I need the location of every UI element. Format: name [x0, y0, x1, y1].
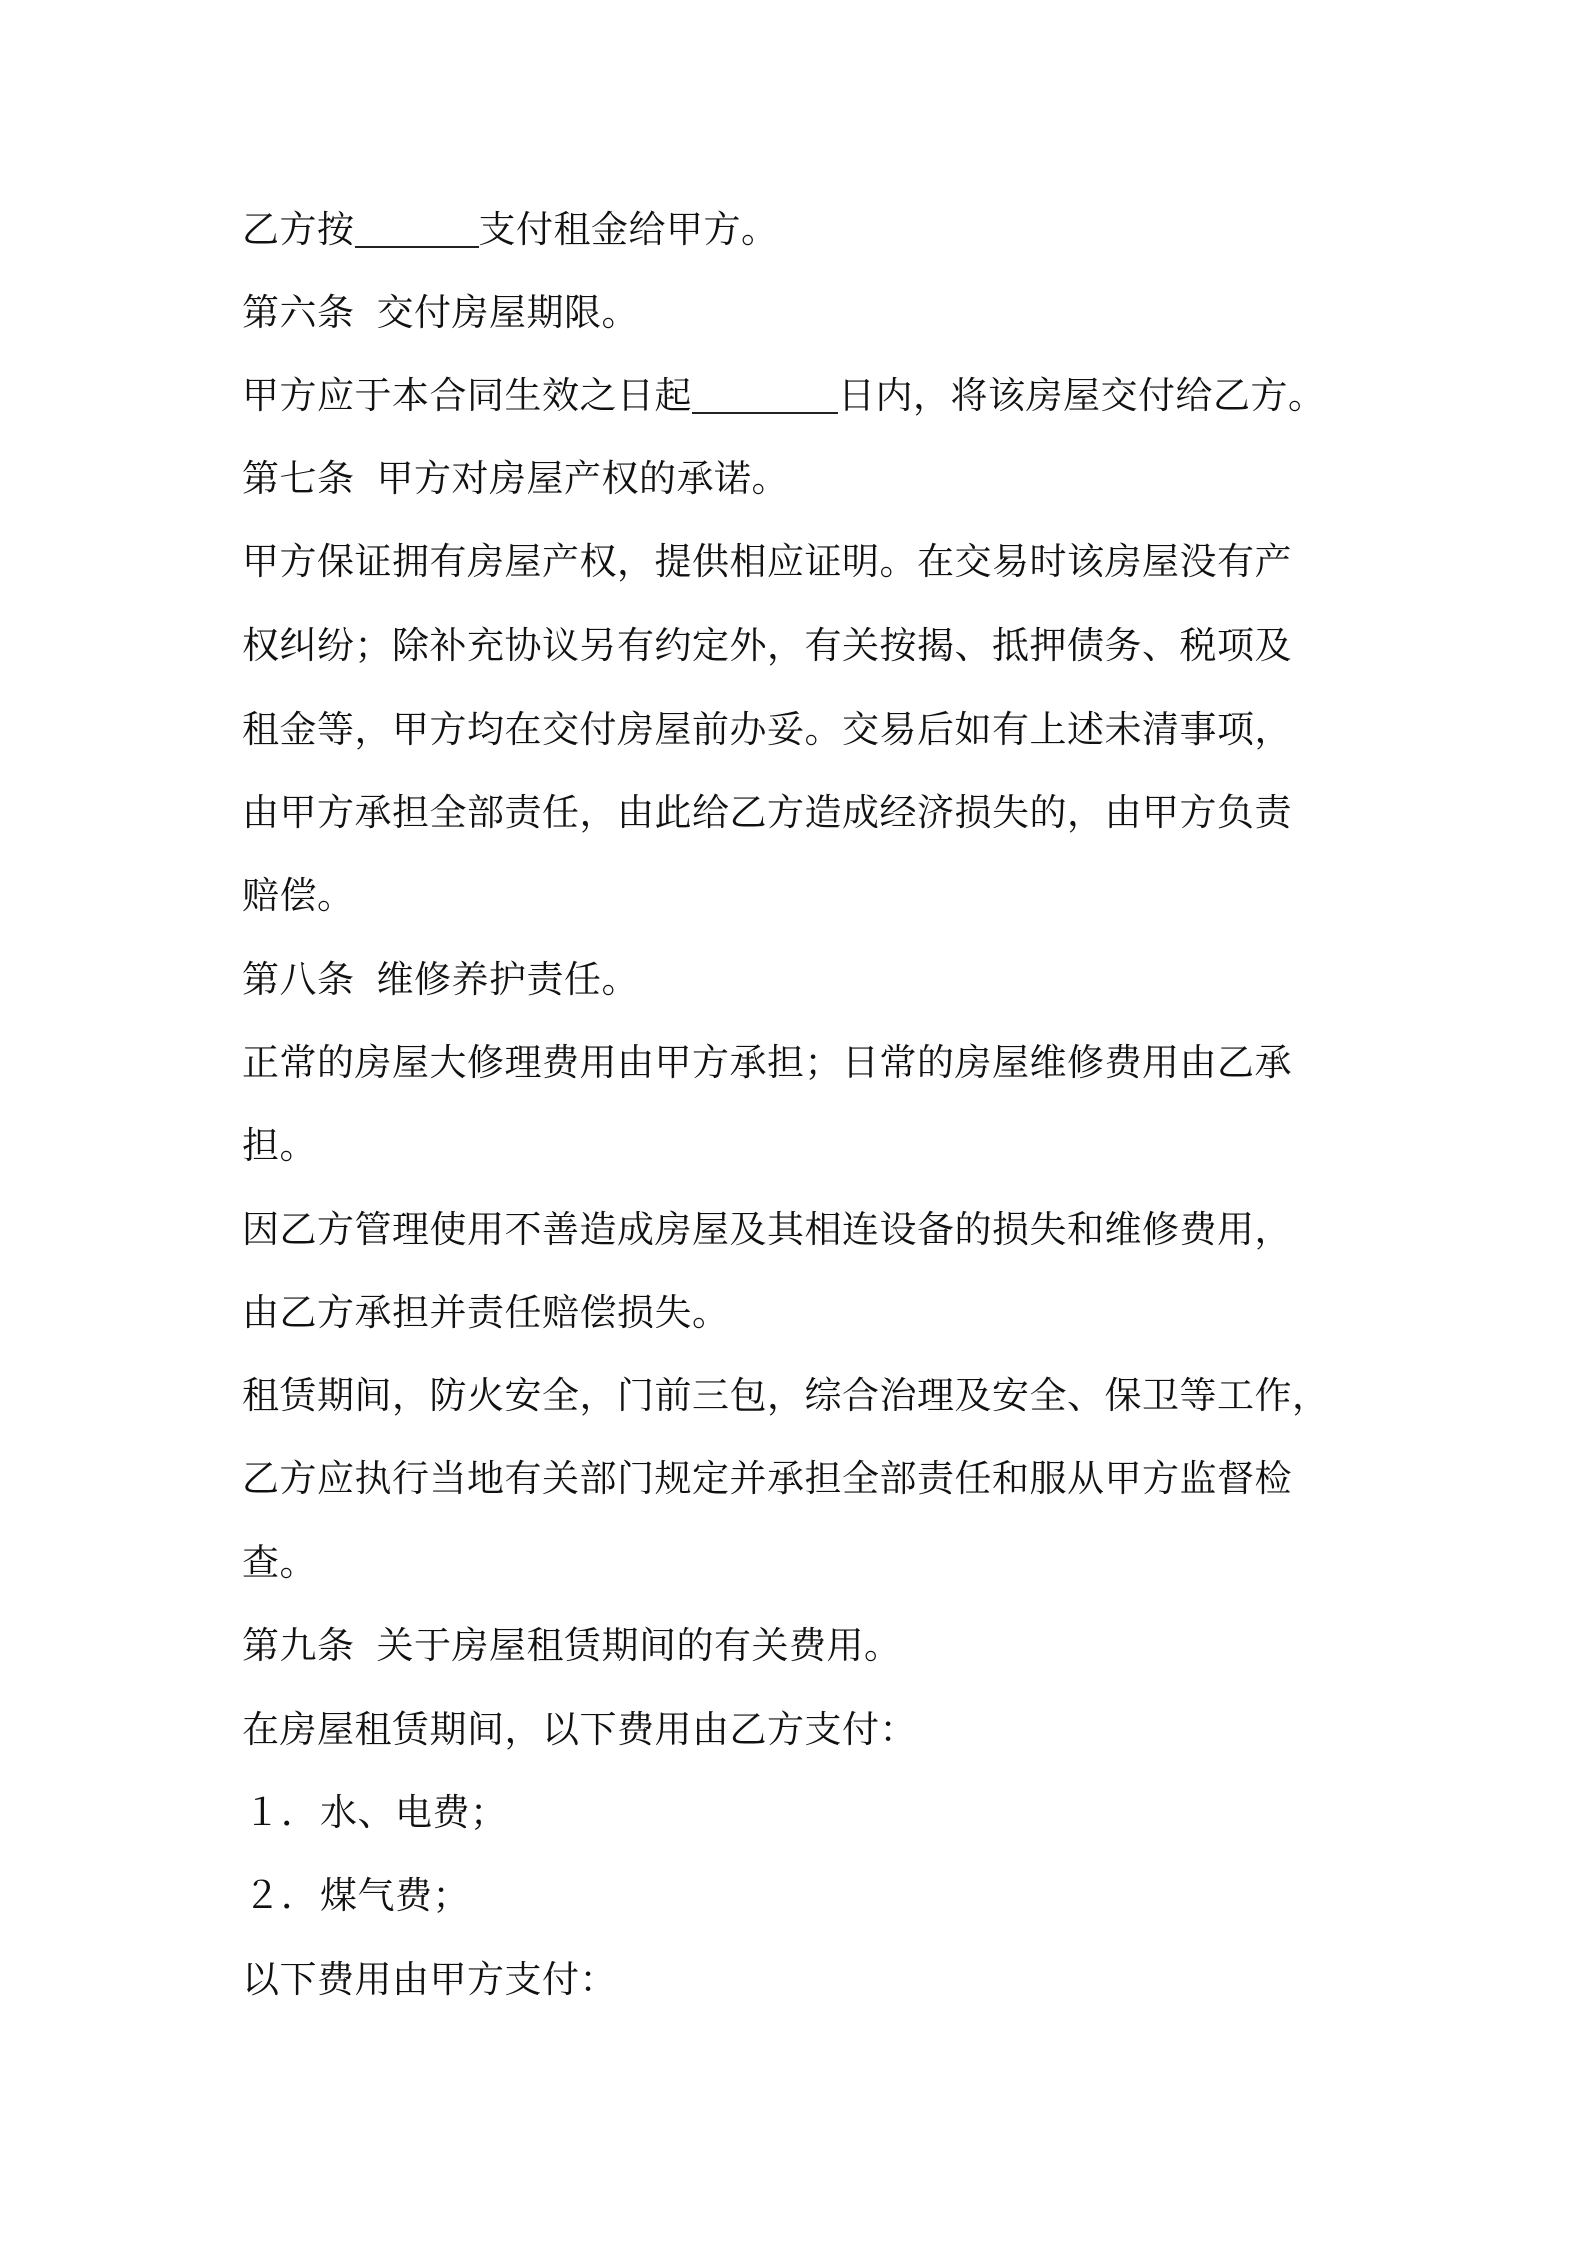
blank-field-payment-method[interactable] [355, 206, 479, 248]
list-number: １． [243, 1791, 319, 1834]
article-number: 第八条 [242, 958, 355, 1001]
paragraph-line: 由甲方承担全部责任，由此给乙方造成经济损失的，由甲方负责 [242, 791, 1292, 834]
article-title: 维修养护责任。 [376, 958, 639, 1001]
line-text: 甲方应于本合同生效之日起 [242, 374, 692, 417]
article-title: 关于房屋租赁期间的有关费用。 [376, 1624, 902, 1667]
article-title: 甲方对房屋产权的承诺。 [376, 457, 789, 500]
article-number: 第七条 [242, 457, 355, 500]
paragraph-line: 租金等，甲方均在交付房屋前办妥。交易后如有上述未清事项， [242, 708, 1292, 751]
text-line-rent-payment [242, 188, 1382, 272]
paragraph-line: 赔偿。 [242, 874, 355, 917]
article-heading-9 [242, 1604, 1382, 1688]
blank-field-days[interactable] [692, 372, 838, 414]
paragraph-line: 因乙方管理使用不善造成房屋及其相连设备的损失和维修费用， [242, 1208, 1292, 1251]
article-number: 第六条 [242, 291, 355, 334]
list-number: ２． [243, 1874, 319, 1917]
paragraph-line: 租赁期间，防火安全，门前三包，综合治理及安全、保卫等工作， [242, 1374, 1330, 1417]
article-heading-6 [242, 271, 1382, 355]
paragraph-line: 甲方保证拥有房屋产权，提供相应证明。在交易时该房屋没有产 [242, 540, 1292, 583]
line-text: 支付租金给甲方。 [478, 208, 779, 251]
line-text: 乙方按 [242, 208, 355, 251]
paragraph-line: 由乙方承担并责任赔偿损失。 [242, 1291, 730, 1334]
list-item [242, 1854, 1382, 1938]
article-number: 第九条 [242, 1624, 355, 1667]
article-heading-7 [242, 437, 1382, 521]
list-text: 煤气费； [320, 1874, 470, 1917]
list-text: 水、电费； [320, 1791, 508, 1834]
paragraph-line: 正常的房屋大修理费用由甲方承担；日常的房屋维修费用由乙承 [242, 1041, 1292, 1084]
article-title: 交付房屋期限。 [376, 291, 639, 334]
text-line-delivery-days [242, 354, 1382, 438]
paragraph-line: 在房屋租赁期间，以下费用由乙方支付： [242, 1708, 917, 1751]
list-item [242, 1771, 1382, 1855]
paragraph-line: 以下费用由甲方支付： [242, 1958, 617, 2001]
line-text: 日内，将该房屋交付给乙方。 [838, 374, 1326, 417]
paragraph-line: 乙方应执行当地有关部门规定并承担全部责任和服从甲方监督检 [242, 1457, 1292, 1500]
paragraph-line: 担。 [242, 1124, 317, 1167]
article-heading-8 [242, 938, 1382, 1022]
paragraph-line: 查。 [242, 1541, 317, 1584]
paragraph-line: 权纠纷；除补充协议另有约定外，有关按揭、抵押债务、税项及 [242, 624, 1292, 667]
